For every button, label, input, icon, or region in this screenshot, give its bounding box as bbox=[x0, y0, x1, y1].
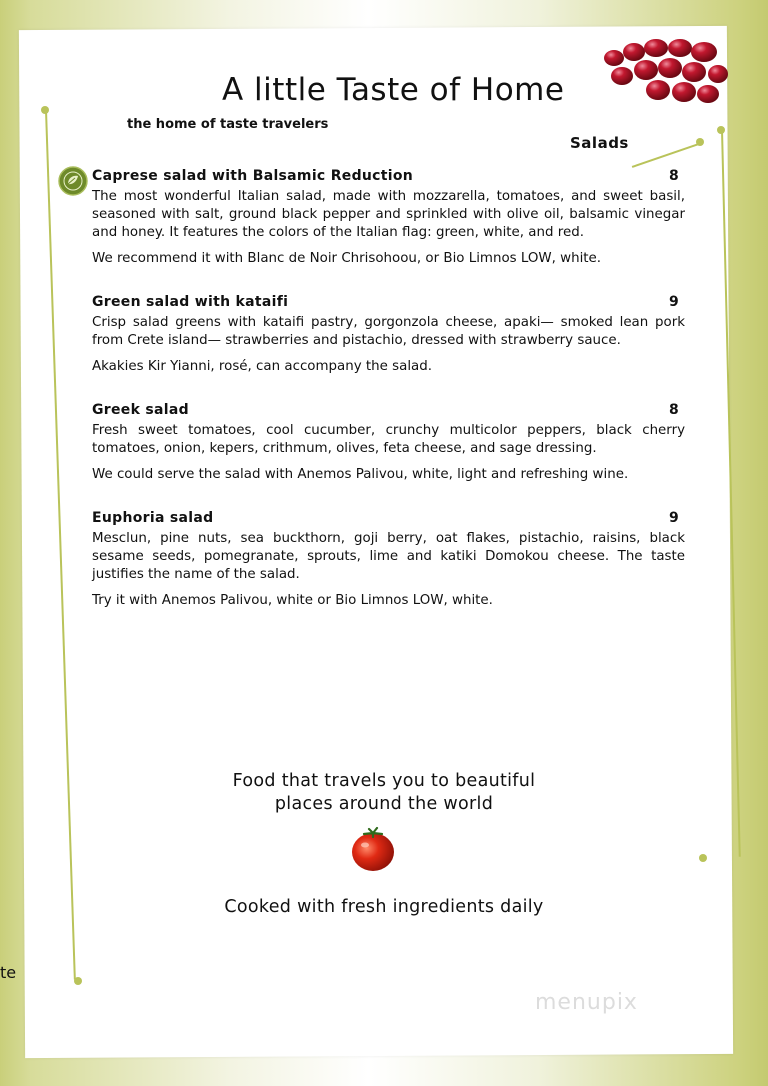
item-price: 9 bbox=[668, 294, 679, 310]
menu-item bbox=[92, 168, 685, 268]
item-description: Crisp salad greens with kataifi pastry, gorgonzola cheese, apaki— smoked lean pork from Crete island— strawberries and pistachio, dressed with strawberry sauce. bbox=[92, 315, 685, 348]
pomegranate-seeds-image bbox=[600, 38, 730, 106]
menupix-watermark: menupix bbox=[535, 990, 638, 1015]
page-title: A little Taste of Home bbox=[222, 72, 565, 108]
menu-item bbox=[92, 510, 685, 610]
decor-dot bbox=[696, 138, 704, 146]
tagline: the home of taste travelers bbox=[127, 117, 329, 132]
tomato-image bbox=[350, 825, 396, 873]
item-wine-pairing: Try it with Anemos Palivou, white or Bio Limnos LOW, white. bbox=[92, 593, 493, 608]
item-name: Caprese salad with Balsamic Reduction bbox=[92, 168, 414, 184]
slogan-line-2: places around the world bbox=[274, 794, 494, 814]
item-name: Green salad with kataifi bbox=[92, 294, 289, 310]
section-heading: Salads bbox=[570, 134, 629, 152]
slogan-line-1: Food that travels you to beautiful bbox=[232, 771, 536, 791]
decor-dot bbox=[41, 106, 49, 114]
menu-item bbox=[92, 294, 685, 376]
menu-item bbox=[92, 402, 685, 484]
salad-menu-list bbox=[92, 168, 685, 636]
item-price: 8 bbox=[668, 168, 679, 184]
item-wine-pairing: We recommend it with Blanc de Noir Chrisohoou, or Bio Limnos LOW, white. bbox=[92, 251, 602, 266]
item-name: Greek salad bbox=[92, 402, 189, 418]
item-price: 8 bbox=[668, 402, 679, 418]
decor-dot bbox=[699, 854, 707, 862]
decor-dot bbox=[717, 126, 725, 134]
item-description: Mesclun, pine nuts, sea buckthorn, goji berry, oat flakes, pistachio, raisins, black sesame seeds, pomegranate, sprouts, lime and katiki Domokou cheese. The taste justifies the name of the salad. bbox=[92, 531, 685, 582]
edge-text-fragment: te bbox=[0, 963, 17, 982]
item-price: 9 bbox=[668, 510, 679, 526]
cooked-daily-line: Cooked with fresh ingredients daily bbox=[224, 897, 544, 917]
item-description: The most wonderful Italian salad, made with mozzarella, tomatoes, and sweet basil, seasoned with salt, ground black pepper and sprinkled with olive oil, balsamic vinegar and honey. It features the colors of the Italian flag: green, white, and red. bbox=[92, 189, 685, 240]
decor-dot bbox=[74, 977, 82, 985]
item-description: Fresh sweet tomatoes, cool cucumber, crunchy multicolor peppers, black cherry tomatoes, onion, kepers, crithmum, olives, feta cheese, and sage dressing. bbox=[92, 423, 685, 456]
item-wine-pairing: Akakies Kir Yianni, rosé, can accompany the salad. bbox=[92, 359, 433, 374]
eco-leaf-badge-icon bbox=[58, 166, 88, 196]
item-name: Euphoria salad bbox=[92, 510, 214, 526]
item-wine-pairing: We could serve the salad with Anemos Palivou, white, light and refreshing wine. bbox=[92, 467, 629, 482]
